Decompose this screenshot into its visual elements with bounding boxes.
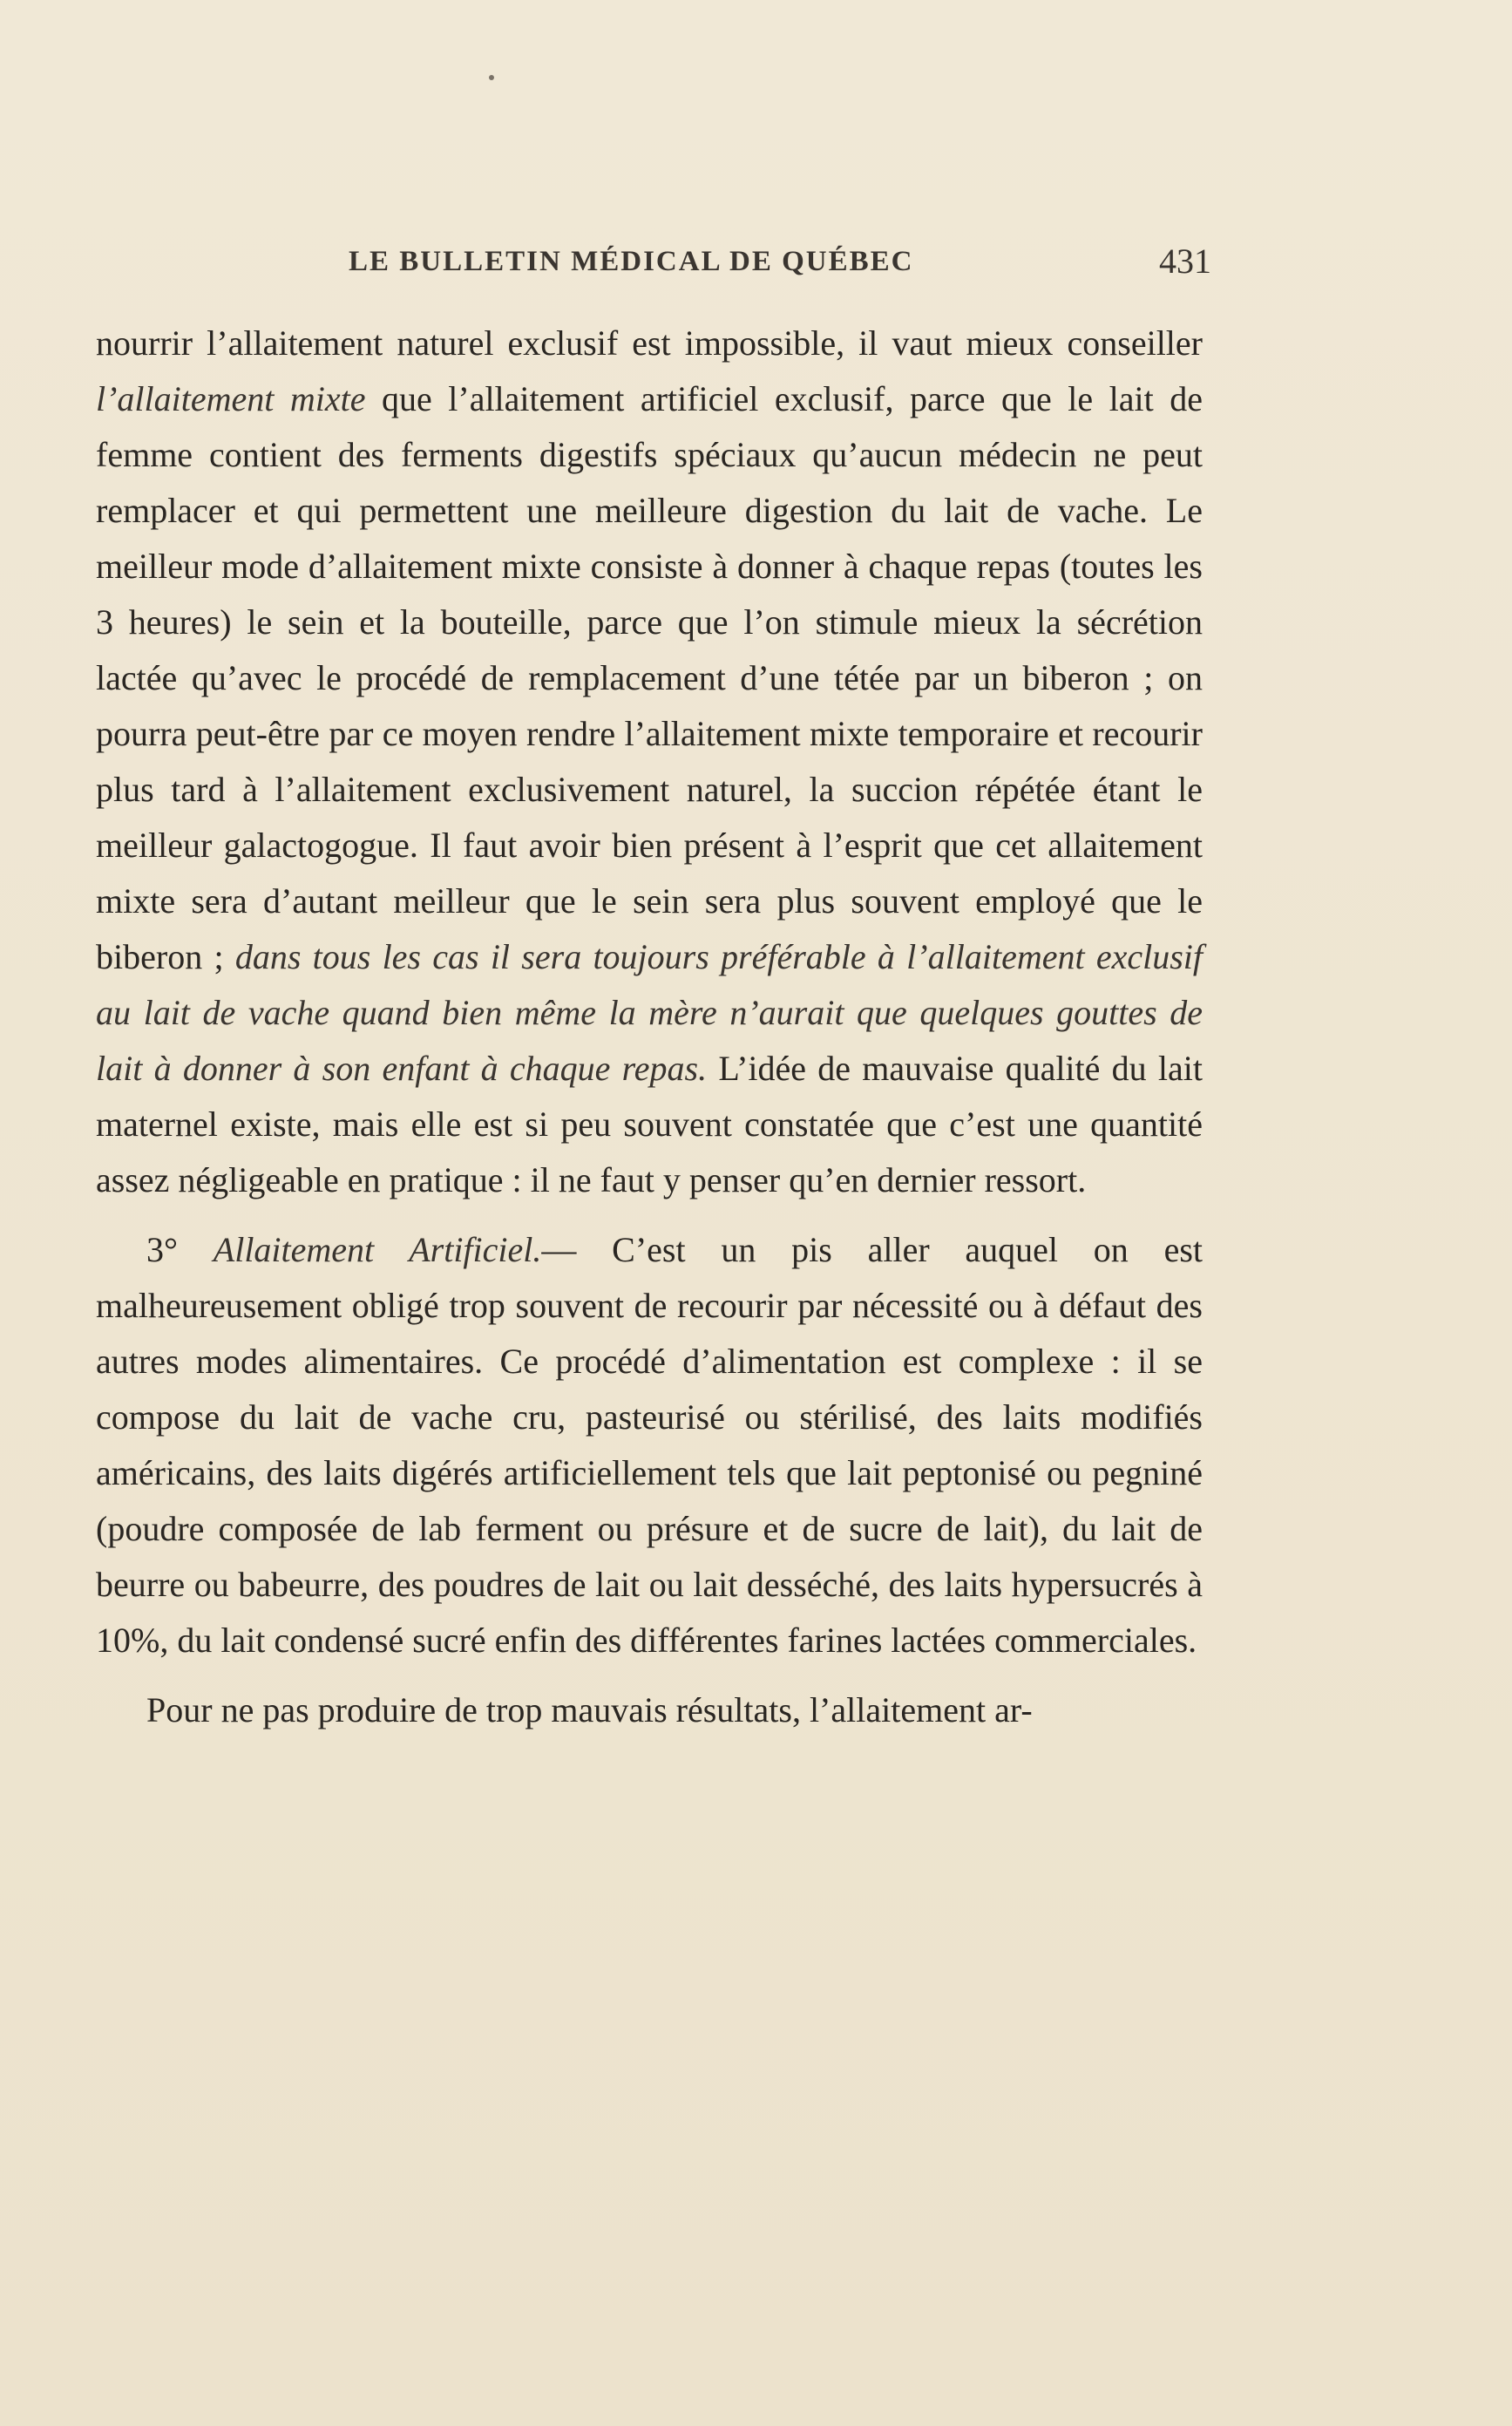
text-segment: Pour ne pas produire de trop mauvais résultats, l’allaitement ar- [146, 1690, 1033, 1729]
italic-segment: l’allaitement mixte [96, 379, 366, 418]
paragraph-3 [96, 1682, 1203, 1738]
running-head [87, 237, 1211, 281]
text-segment: que l’allaitement artificiel exclusif, parce que le lait de femme contient des ferments digestifs spéciaux qu’aucun médecin ne peut remplacer et qui permettent une meilleure digestion du lait de vache. Le meilleur mode d’allaitement mixte consiste à donner à chaque repas (toutes les 3 heures) le sein et la bouteille, parce que l’on stimule mieux la sécrétion lactée qu’avec le procédé de remplacement d’une tétée par un biberon ; on pourra peut-être par ce moyen rendre l’allaitement mixte temporaire et recourir plus tard à l’allaitement exclusivement naturel, la succion répétée étant le meilleur galactogogue. Il faut avoir bien présent à l’esprit que cet allaitement mixte sera d’autant meilleur que le sein sera plus souvent employé que le biberon ; [96, 379, 1203, 976]
paragraph-2 [96, 1222, 1203, 1668]
text-segment: L’idée de mauvaise qualité du lait maternel existe, mais elle est si peu souvent constatée que c’est une quantité assez négligeable en pratique : il ne faut y penser qu’en dernier ressort. [96, 1049, 1203, 1199]
printer-dot-mark [489, 75, 494, 80]
body-text [96, 316, 1203, 1738]
paragraph-1 [96, 316, 1203, 1208]
italic-segment: dans tous les cas il sera toujours préférable à l’allaitement exclusif au lait de vache quand bien même la mère n’aurait que quelques gouttes de lait à donner à son enfant à chaque repas. [96, 937, 1203, 1088]
text-segment: — C’est un pis aller auquel on est malheureusement obligé trop souvent de recourir par nécessité ou à défaut des autres modes alimentaires. Ce procédé d’alimentation est complexe : il se compose du lait de vache cru, pasteurisé ou stérilisé, des laits modifiés américains, des laits digérés artificiellement tels que lait peptonisé ou pegniné (poudre composée de lab ferment ou présure et de sucre de lait), du lait de beurre ou babeurre, des poudres de lait ou lait desséché, des laits hypersucrés à 10%, du lait condensé sucré enfin des différentes farines lactées commerciales. [96, 1230, 1203, 1660]
page-number: 431 [1159, 241, 1211, 281]
italic-segment: Allaitement Artificiel. [213, 1230, 542, 1269]
text-segment: nourrir l’allaitement naturel exclusif est impossible, il vaut mieux conseiller [96, 323, 1203, 363]
text-segment: 3° [146, 1230, 214, 1269]
running-title: LE BULLETIN MÉDICAL DE QUÉBEC [349, 246, 914, 277]
